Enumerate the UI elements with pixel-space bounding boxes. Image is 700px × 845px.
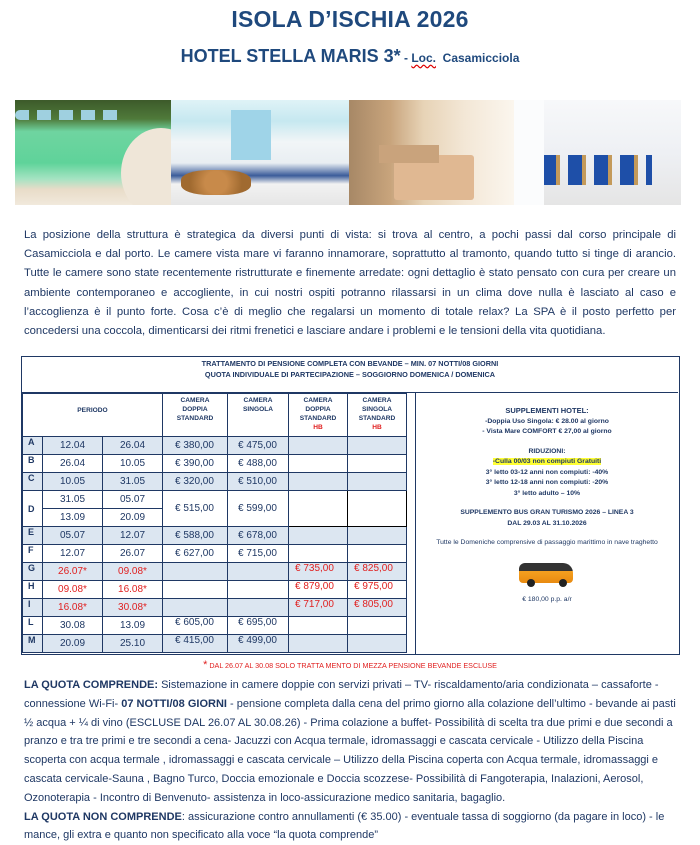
price-singola: € 499,00	[228, 635, 289, 653]
photo-bedroom	[349, 100, 514, 205]
bus-title: SUPPLEMENTO BUS GRAN TURISMO 2026 – LINEA 3	[460, 509, 634, 516]
price-doppia-hb	[289, 635, 348, 653]
period-from: 12.07	[43, 545, 103, 563]
table-row	[23, 635, 407, 653]
period-from: 31.05	[43, 491, 103, 509]
price-doppia: € 320,00	[163, 473, 228, 491]
table-row	[23, 473, 407, 491]
price-singola-hb	[348, 491, 407, 527]
hotel-description: La posizione della struttura è strategica da diversi punti di vista: si trova al centro, a pochi passi dal corso principale di Casamicciola e dal porto. Le camere vista mare vi faranno innamorare, soprattutto al tramonto, quando tutto si tinge di arancio. Tutte le camere sono state recentemente ristrutturate e finemente arredate: ogni dettaglio è stato pensato con cura per creare un ambiente contemporaneo e accogliente, in cui nostri ospiti potranno rilassarsi in un clima dove nulla è lasciato al caso e l’accoglienza è il punto forte. Cosa c’è di meglio che regalarsi un momento di totale relax? La SPA è il posto perfetto per concedersi una coccola, dimenticarsi dei ritmi frenetici e lasciare andare i problemi e le tensioni della vita quotidiana.	[24, 229, 676, 338]
period-from: 13.09	[43, 509, 103, 527]
bus-dates: DAL 29.03 AL 31.10.2026	[507, 519, 587, 527]
price-singola	[228, 563, 289, 581]
hotel-heading	[0, 46, 700, 67]
period-code: L	[23, 617, 43, 635]
col-doppia-hb: CAMERA DOPPIA STANDARD HB	[289, 394, 348, 437]
period-to: 20.09	[103, 509, 163, 527]
price-doppia	[163, 581, 228, 599]
period-from: 20.09	[43, 635, 103, 653]
price-singola-hb	[348, 545, 407, 563]
supplement-item: -Doppia Uso Singola: € 28.00 al giorno	[485, 417, 609, 425]
price-doppia: € 605,00	[163, 617, 228, 635]
table-row	[23, 545, 407, 563]
period-code: H	[23, 581, 43, 599]
period-to: 31.05	[103, 473, 163, 491]
price-singola-hb	[348, 635, 407, 653]
reduction-item: 3° letto adulto – 10%	[513, 489, 581, 497]
price-singola-hb	[348, 473, 407, 491]
col-doppia: CAMERA DOPPIA STANDARD	[163, 394, 228, 437]
period-from: 12.04	[43, 437, 103, 455]
period-from: 26.04	[43, 455, 103, 473]
period-code: G	[23, 563, 43, 581]
period-code: D	[23, 491, 43, 527]
period-to: 30.08*	[103, 599, 163, 617]
photo-swimming-pool	[15, 100, 171, 205]
price-doppia-hb	[289, 491, 348, 527]
price-doppia-hb	[289, 545, 348, 563]
location-name: Casamicciola	[442, 51, 520, 65]
location-label: - Loc. Casamicciola	[400, 51, 520, 65]
price-table	[22, 393, 407, 653]
included-section: LA QUOTA COMPRENDE: Sistemazione in camere doppie con servizi privati – TV- riscaldamento/aria condizionata – cassaforte - connessione Wi-Fi- 07 NOTTI/08 GIORNI - pensione completa dalla cena del primo giorno alla colazione dell’ultimo - bevande ai pasti ½ acqua + ¼ di vino (ESCLUSE DAL 26.07 AL 30.08.26) - Prima colazione a buffet- Possibilità di scelta tra due primi e due secondi a pranzo e tra tre primi e tre secondi a cena- Jacuzzi con Acqua termale, idromassaggi e cascata cervicale - Utilizzo della Piscina scoperta con acqua termale , idromassaggi e cascata cervicale – Utilizzo della Piscina coperta con Acqua termale, idromassaggi e cascata cervicale-Sauna , Bagno Turco, Doccia emozionale e Doccia scozzese- Possibilità di Fangoterapia, Inalazioni, Aerosol, Ozonoterapia - Incontro di Benvenuto- assistenza in loco-assicurazione medico sanitaria, bagaglio. LA QUOTA NON COMPRENDE: assicurazione contro annullamenti (€ 35.00) - eventuale tassa di soggiorno (da pagare in loco) - le mance, gli extra e quanto non specificato alla voce “la quota comprende”	[24, 679, 676, 842]
price-singola	[228, 581, 289, 599]
price-table-header	[22, 357, 678, 393]
period-code: E	[23, 527, 43, 545]
period-code: A	[23, 437, 43, 455]
price-singola: € 488,00	[228, 455, 289, 473]
period-from: 05.07	[43, 527, 103, 545]
price-doppia-hb: € 717,00	[289, 599, 348, 617]
price-singola: € 715,00	[228, 545, 289, 563]
supplements-panel	[415, 393, 678, 654]
price-doppia: € 627,00	[163, 545, 228, 563]
table-row	[23, 599, 407, 617]
reduction-item: 3° letto 12-18 anni non compiuti: -20%	[485, 479, 609, 486]
period-to: 26.07	[103, 545, 163, 563]
col-singola-hb: CAMERA SINGOLA STANDARD HB	[348, 394, 407, 437]
table-row	[23, 491, 407, 509]
price-doppia-hb	[289, 455, 348, 473]
price-singola	[228, 599, 289, 617]
period-to: 13.09	[103, 617, 163, 635]
period-from: 09.08*	[43, 581, 103, 599]
period-to: 05.07	[103, 491, 163, 509]
bus-icon	[517, 559, 577, 589]
supplements-title: SUPPLEMENTI HOTEL:	[505, 406, 589, 415]
photo-strip	[15, 100, 681, 205]
price-footnote: * DAL 26.07 AL 30.08 SOLO TRATTA MENTO DI MEZZA PENSIONE BEVANDE ESCLUSE	[203, 659, 497, 671]
price-doppia	[163, 563, 228, 581]
period-to: 09.08*	[103, 563, 163, 581]
included-label: LA QUOTA COMPRENDE:	[24, 679, 159, 691]
price-singola-hb: € 825,00	[348, 563, 407, 581]
period-from: 10.05	[43, 473, 103, 491]
period-to: 16.08*	[103, 581, 163, 599]
page-title: ISOLA D’ISCHIA 2026	[231, 6, 469, 32]
table-row	[23, 455, 407, 473]
price-doppia-hb	[289, 617, 348, 635]
period-from: 16.08*	[43, 599, 103, 617]
price-singola-hb	[348, 437, 407, 455]
period-to: 26.04	[103, 437, 163, 455]
price-doppia	[163, 599, 228, 617]
photo-dining-room	[171, 100, 349, 205]
col-singola: CAMERA SINGOLA	[228, 394, 289, 437]
reductions-title: RIDUZIONI:	[528, 447, 566, 455]
photo-breakfast-room	[514, 100, 681, 205]
table-row	[23, 527, 407, 545]
table-row	[23, 437, 407, 455]
bus-price: € 180,00 p.p. a/r	[522, 595, 572, 603]
hotel-name: HOTEL STELLA MARIS 3*	[180, 46, 401, 66]
price-singola-hb	[348, 527, 407, 545]
price-doppia-hb	[289, 473, 348, 491]
price-singola-hb: € 975,00	[348, 581, 407, 599]
bus-note: Tutte le Domeniche comprensive di passaggio marittimo in nave traghetto	[436, 539, 658, 546]
supplement-item: - Vista Mare COMFORT € 27,00 al giorno	[482, 428, 612, 435]
quota-line: QUOTA INDIVIDUALE DI PARTECIPAZIONE – SOGGIORNO DOMENICA / DOMENICA	[204, 369, 496, 379]
price-doppia-hb	[289, 437, 348, 455]
period-code: I	[23, 599, 43, 617]
not-included-text: : assicurazione contro annullamenti (€ 35.00) - eventuale tassa di soggiorno (da pagare in loco) - le mance, gli extra e quanto non specificato alla voce “la quota comprende”	[24, 810, 665, 842]
price-doppia: € 588,00	[163, 527, 228, 545]
period-code: F	[23, 545, 43, 563]
price-singola: € 678,00	[228, 527, 289, 545]
period-code: C	[23, 473, 43, 491]
price-doppia-hb: € 735,00	[289, 563, 348, 581]
period-code: M	[23, 635, 43, 653]
period-from: 30.08	[43, 617, 103, 635]
table-row	[23, 581, 407, 599]
price-singola: € 695,00	[228, 617, 289, 635]
period-from: 26.07*	[43, 563, 103, 581]
not-included-label: LA QUOTA NON COMPRENDE	[24, 810, 182, 823]
price-doppia: € 390,00	[163, 455, 228, 473]
col-periodo: PERIODO	[23, 394, 163, 437]
price-table-box	[21, 356, 680, 655]
price-doppia: € 380,00	[163, 437, 228, 455]
price-singola: € 475,00	[228, 437, 289, 455]
price-singola-hb	[348, 455, 407, 473]
reduction-highlight: -Culla 00/03 non compiuti Gratuiti	[492, 458, 602, 465]
price-doppia-hb: € 879,00	[289, 581, 348, 599]
treatment-line: TRATTAMENTO DI PENSIONE COMPLETA CON BEVANDE – MIN. 07 NOTTI/08 GIORNI	[201, 359, 499, 368]
period-to: 12.07	[103, 527, 163, 545]
price-doppia-hb	[289, 527, 348, 545]
table-row	[23, 563, 407, 581]
period-to: 25.10	[103, 635, 163, 653]
price-singola: € 599,00	[228, 491, 289, 527]
period-to: 10.05	[103, 455, 163, 473]
price-singola-hb	[348, 617, 407, 635]
period-code: B	[23, 455, 43, 473]
table-row	[23, 617, 407, 635]
reduction-item: 3° letto 03-12 anni non compiuti: -40%	[485, 468, 609, 476]
price-singola-hb: € 805,00	[348, 599, 407, 617]
price-doppia: € 415,00	[163, 635, 228, 653]
price-singola: € 510,00	[228, 473, 289, 491]
price-doppia: € 515,00	[163, 491, 228, 527]
